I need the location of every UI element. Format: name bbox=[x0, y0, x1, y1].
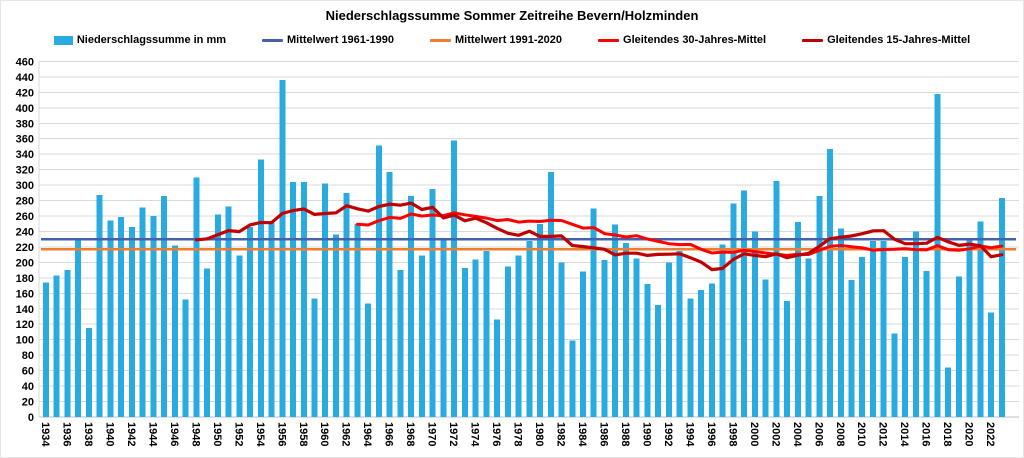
x-tick-label: 1978 bbox=[511, 422, 524, 447]
bar-2006 bbox=[816, 196, 822, 417]
x-tick-label: 2004 bbox=[790, 422, 803, 447]
legend-label: Niederschlagssumme in mm bbox=[76, 34, 227, 46]
x-tick-label: 1940 bbox=[103, 422, 116, 447]
bar-2004 bbox=[795, 222, 801, 417]
bar-2003 bbox=[784, 301, 790, 417]
bar-2021 bbox=[977, 221, 983, 417]
bar-1992 bbox=[666, 262, 672, 417]
y-tick-label: 200 bbox=[15, 257, 34, 270]
bar-1937 bbox=[75, 240, 81, 417]
bar-2001 bbox=[763, 279, 769, 417]
x-tick-label: 1980 bbox=[533, 422, 545, 447]
x-tick-label: 1970 bbox=[425, 422, 438, 447]
bar-1966 bbox=[387, 172, 393, 417]
bar-1935 bbox=[54, 276, 60, 418]
bar-1965 bbox=[376, 146, 382, 417]
x-tick-label: 1946 bbox=[167, 422, 180, 447]
bar-1986 bbox=[602, 260, 608, 417]
x-tick-label: 1962 bbox=[339, 422, 352, 447]
y-tick-label: 360 bbox=[15, 133, 34, 146]
x-tick-label: 1960 bbox=[318, 422, 331, 447]
y-tick-label: 80 bbox=[21, 350, 34, 363]
chart-legend bbox=[1, 34, 1023, 46]
bar-1973 bbox=[462, 268, 468, 417]
x-tick-label: 2012 bbox=[876, 422, 889, 447]
x-tick-label: 2022 bbox=[984, 422, 997, 447]
bar-1995 bbox=[698, 290, 704, 417]
y-tick-label: 320 bbox=[15, 164, 34, 177]
bar-1936 bbox=[65, 270, 71, 417]
legend-item-1 bbox=[54, 34, 226, 46]
x-tick-label: 1976 bbox=[490, 422, 503, 447]
bar-1964 bbox=[365, 303, 371, 417]
bar-1959 bbox=[312, 299, 318, 417]
y-tick-label: 260 bbox=[15, 211, 34, 223]
bar-1999 bbox=[741, 191, 747, 418]
y-tick-label: 100 bbox=[15, 334, 34, 347]
y-tick-label: 400 bbox=[15, 102, 34, 115]
bar-2012 bbox=[881, 241, 887, 417]
y-tick-label: 160 bbox=[15, 288, 34, 301]
x-tick-label: 1942 bbox=[124, 422, 137, 447]
legend-item-5 bbox=[802, 34, 970, 46]
bar-1961 bbox=[333, 235, 339, 417]
bar-1969 bbox=[419, 255, 425, 417]
bar-1981 bbox=[548, 172, 554, 417]
x-tick-label: 2002 bbox=[769, 422, 782, 447]
legend-label: Mittelwert 1961-1990 bbox=[287, 34, 395, 46]
y-tick-label: 60 bbox=[21, 365, 34, 378]
bar-1939 bbox=[97, 195, 103, 417]
bar-2018 bbox=[945, 368, 951, 418]
bar-1982 bbox=[559, 262, 565, 417]
bar-1978 bbox=[516, 255, 522, 417]
x-tick-label: 1948 bbox=[189, 422, 202, 447]
chart-plot-area bbox=[1, 1, 1024, 458]
bar-1994 bbox=[687, 299, 693, 417]
x-tick-label: 1938 bbox=[82, 422, 94, 447]
x-axis-labels bbox=[39, 422, 996, 447]
bar-2017 bbox=[934, 94, 940, 417]
bar-2019 bbox=[956, 276, 962, 417]
chart-title: Niederschlagssumme Sommer Zeitreihe Bevern/Holzminden bbox=[325, 8, 699, 23]
x-tick-label: 1956 bbox=[275, 422, 288, 447]
y-tick-label: 140 bbox=[15, 303, 34, 316]
bar-1954 bbox=[258, 160, 264, 417]
y-tick-label: 220 bbox=[15, 241, 34, 254]
bar-1989 bbox=[634, 259, 640, 418]
y-tick-label: 0 bbox=[27, 412, 34, 424]
x-tick-label: 1966 bbox=[382, 422, 395, 447]
bar-1941 bbox=[118, 217, 124, 417]
x-tick-label: 1992 bbox=[661, 422, 674, 447]
bar-1934 bbox=[43, 283, 49, 418]
bar-1988 bbox=[623, 243, 629, 417]
bar-1958 bbox=[301, 182, 307, 417]
x-tick-label: 1958 bbox=[296, 422, 309, 447]
y-tick-label: 280 bbox=[15, 195, 34, 208]
bar-1946 bbox=[172, 245, 178, 417]
bar-1960 bbox=[322, 184, 328, 417]
y-tick-label: 380 bbox=[15, 118, 34, 131]
bar-1944 bbox=[150, 216, 156, 417]
bar-1948 bbox=[193, 177, 199, 417]
y-tick-label: 420 bbox=[15, 87, 34, 100]
bar-1947 bbox=[183, 300, 189, 418]
x-tick-label: 1964 bbox=[361, 422, 374, 447]
x-tick-label: 1936 bbox=[60, 422, 73, 447]
legend-label: Gleitendes 15-Jahres-Mittel bbox=[827, 34, 971, 46]
legend-swatch-line-icon bbox=[262, 39, 283, 42]
bar-1983 bbox=[569, 341, 575, 418]
legend-label: Gleitendes 30-Jahres-Mittel bbox=[623, 34, 767, 46]
x-tick-label: 1954 bbox=[253, 422, 266, 447]
x-tick-label: 2018 bbox=[941, 422, 954, 447]
x-tick-label: 1984 bbox=[576, 422, 588, 447]
bar-1998 bbox=[730, 204, 736, 417]
bar-1990 bbox=[644, 284, 650, 417]
y-tick-label: 460 bbox=[15, 56, 34, 69]
bar-1957 bbox=[290, 182, 296, 417]
y-axis-labels bbox=[16, 56, 34, 424]
legend-swatch-line-icon bbox=[802, 39, 823, 42]
y-tick-label: 440 bbox=[15, 71, 34, 84]
bar-1977 bbox=[505, 266, 511, 417]
x-tick-label: 1994 bbox=[683, 422, 696, 447]
x-tick-label: 1972 bbox=[447, 422, 460, 447]
x-tick-label: 1982 bbox=[554, 422, 567, 447]
bar-2008 bbox=[838, 228, 844, 417]
bar-2011 bbox=[870, 241, 876, 417]
x-tick-label: 1996 bbox=[704, 422, 717, 447]
bar-1962 bbox=[344, 193, 350, 417]
x-tick-label: 2016 bbox=[919, 422, 932, 447]
bar-2005 bbox=[806, 259, 812, 418]
bar-1942 bbox=[129, 227, 135, 417]
bar-2020 bbox=[967, 239, 973, 417]
x-tick-label: 2014 bbox=[898, 422, 911, 447]
legend-item-3 bbox=[430, 34, 562, 46]
bar-2016 bbox=[924, 271, 930, 417]
bar-1991 bbox=[655, 305, 661, 417]
bar-1996 bbox=[709, 283, 715, 417]
x-tick-label: 1988 bbox=[619, 422, 631, 447]
x-tick-label: 1952 bbox=[232, 422, 245, 447]
y-tick-label: 20 bbox=[21, 396, 34, 409]
bar-2002 bbox=[773, 181, 779, 417]
bar-1955 bbox=[269, 223, 275, 417]
x-tick-label: 2000 bbox=[747, 422, 760, 447]
bar-2014 bbox=[902, 257, 908, 417]
bar-1949 bbox=[204, 269, 210, 417]
legend-item-4 bbox=[598, 34, 766, 46]
bar-1984 bbox=[580, 272, 586, 417]
bar-1993 bbox=[677, 251, 683, 417]
legend-swatch-line-icon bbox=[430, 39, 451, 42]
bar-2015 bbox=[913, 232, 919, 418]
x-tick-label: 2006 bbox=[812, 422, 825, 447]
bar-1950 bbox=[215, 215, 221, 418]
x-tick-label: 2020 bbox=[962, 422, 975, 447]
x-tick-label: 1998 bbox=[726, 422, 739, 447]
y-tick-label: 300 bbox=[15, 180, 34, 193]
x-tick-label: 2008 bbox=[833, 422, 846, 447]
x-tick-label: 1944 bbox=[146, 422, 159, 447]
x-tick-label: 2010 bbox=[855, 422, 868, 447]
bar-1963 bbox=[355, 224, 361, 417]
bar-1979 bbox=[526, 241, 532, 417]
bar-2022 bbox=[988, 313, 994, 417]
legend-item-2 bbox=[262, 34, 394, 46]
bar-1971 bbox=[440, 239, 446, 417]
bar-1953 bbox=[247, 227, 253, 417]
x-tick-label: 1968 bbox=[404, 422, 417, 447]
bar-1945 bbox=[161, 196, 167, 417]
bar-1952 bbox=[236, 255, 242, 417]
legend-swatch-bar-icon bbox=[54, 36, 73, 45]
bar-2010 bbox=[859, 257, 865, 417]
bar-1970 bbox=[430, 189, 436, 417]
y-tick-label: 120 bbox=[15, 319, 34, 332]
legend-swatch-line-icon bbox=[598, 39, 619, 42]
bar-2000 bbox=[752, 232, 758, 418]
y-tick-label: 340 bbox=[15, 149, 34, 162]
y-tick-label: 180 bbox=[15, 272, 34, 285]
bar-1974 bbox=[473, 259, 479, 417]
bar-1980 bbox=[537, 224, 543, 417]
y-tick-label: 40 bbox=[21, 381, 34, 394]
bar-1968 bbox=[408, 196, 414, 417]
y-tick-label: 240 bbox=[15, 226, 34, 239]
x-tick-label: 1950 bbox=[210, 422, 223, 447]
bar-2013 bbox=[892, 334, 898, 418]
x-tick-label: 1986 bbox=[597, 422, 610, 447]
bar-1967 bbox=[397, 270, 403, 417]
legend-label: Mittelwert 1991-2020 bbox=[455, 34, 563, 46]
bar-1972 bbox=[451, 140, 457, 417]
bar-1938 bbox=[86, 328, 92, 417]
bar-2023 bbox=[999, 198, 1005, 417]
x-tick-label: 1974 bbox=[468, 422, 481, 447]
bar-2009 bbox=[849, 280, 855, 417]
x-tick-label: 1990 bbox=[640, 422, 653, 447]
bar-2007 bbox=[827, 149, 833, 417]
bar-1997 bbox=[720, 245, 726, 417]
bar-1975 bbox=[483, 251, 489, 417]
x-tick-label: 1934 bbox=[39, 422, 51, 447]
bar-1976 bbox=[494, 320, 500, 417]
